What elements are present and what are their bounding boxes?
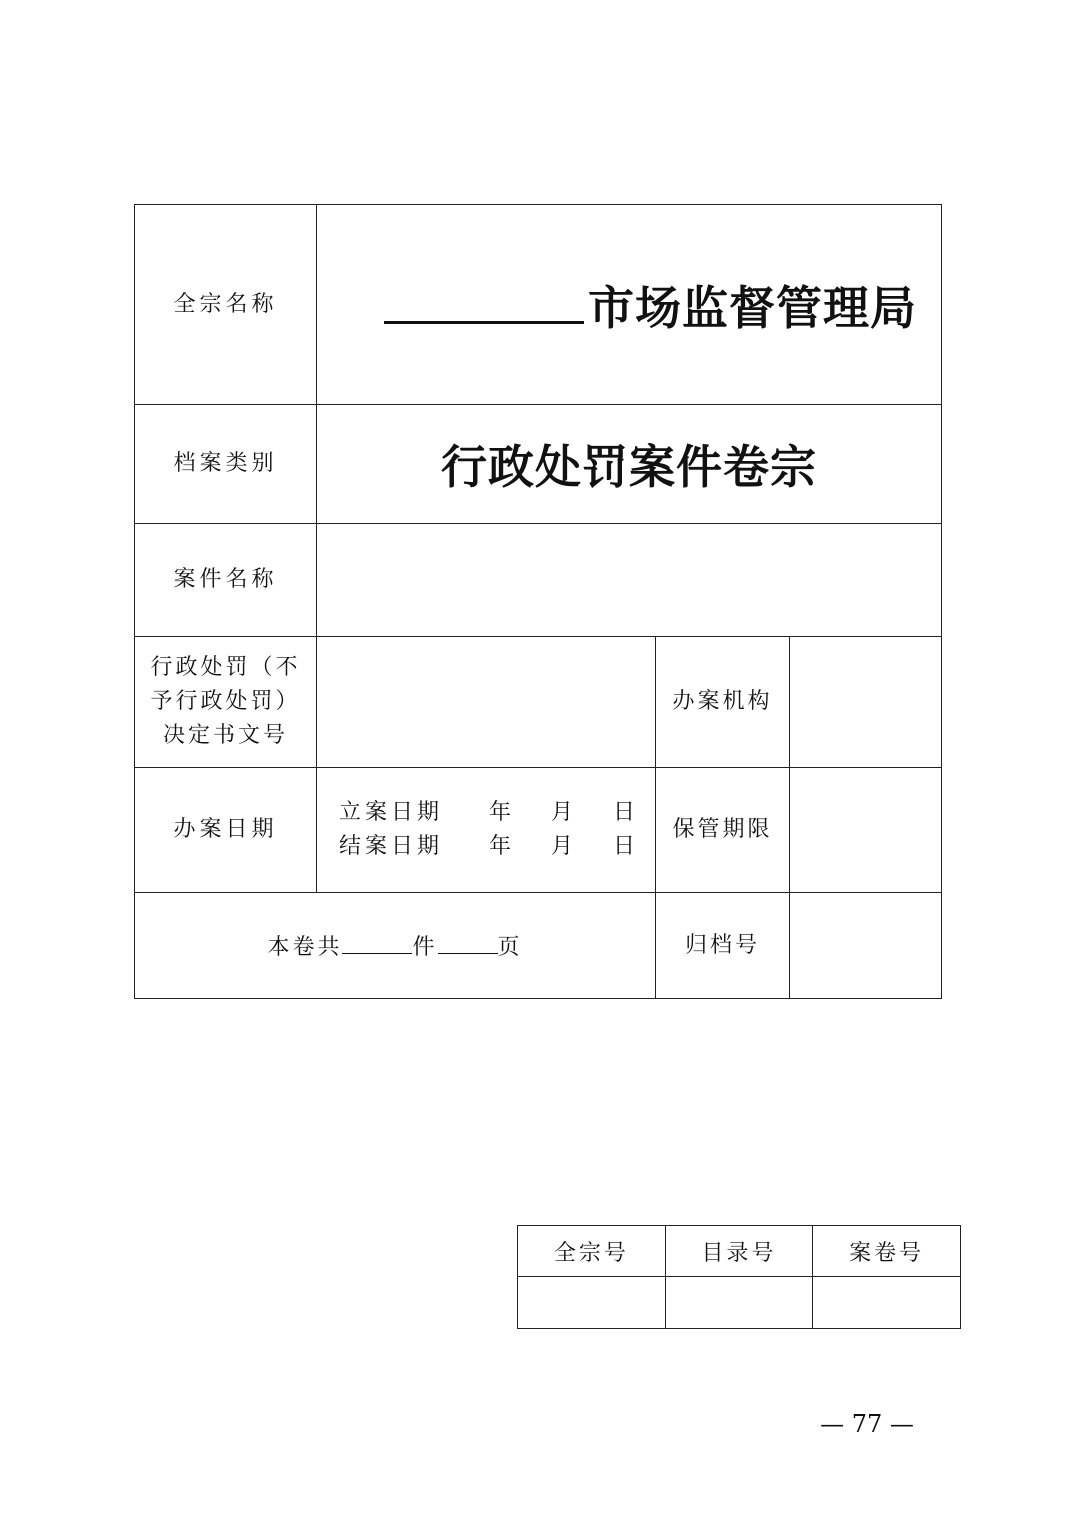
filing-date-label: 立案日期 <box>339 800 444 825</box>
agency-label: 办案机构 <box>656 637 790 768</box>
closing-month-unit: 月 <box>551 834 578 859</box>
category-value: 行政处罚案件卷宗 <box>441 440 817 494</box>
retention-label: 保管期限 <box>656 768 790 893</box>
volume-number-value <box>813 1277 961 1329</box>
fonds-name-label: 全宗名称 <box>135 205 317 405</box>
pages-unit: 页 <box>497 935 523 960</box>
cover-form-table <box>134 204 942 999</box>
retention-value-cell <box>790 768 942 893</box>
filing-month-unit: 月 <box>551 800 578 825</box>
handling-date-label: 办案日期 <box>135 768 317 893</box>
decision-label-line-3: 决定书文号 <box>162 723 288 748</box>
volume-count-prefix: 本卷共 <box>267 935 343 960</box>
fonds-number-header: 全宗号 <box>518 1226 666 1277</box>
date-block <box>339 796 640 864</box>
category-row <box>135 405 942 524</box>
decision-label-line-2: 予行政处罚） <box>150 689 301 714</box>
archive-number-label: 归档号 <box>656 893 790 999</box>
case-name-label: 案件名称 <box>135 524 317 637</box>
case-name-value-cell <box>317 524 942 637</box>
case-name-row <box>135 524 942 637</box>
category-value-cell <box>317 405 942 524</box>
filing-date-row <box>339 796 640 830</box>
volume-count-row <box>135 893 942 999</box>
decision-row <box>135 637 942 768</box>
handling-date-value-cell <box>317 768 656 893</box>
volume-count-cell <box>135 893 656 999</box>
spine-header-row <box>518 1226 961 1277</box>
pages-blank <box>438 933 498 954</box>
closing-year-unit: 年 <box>489 834 516 859</box>
catalog-number-value <box>665 1277 813 1329</box>
closing-date-row <box>339 830 640 864</box>
fonds-name-row <box>135 205 942 405</box>
archive-number-value-cell <box>790 893 942 999</box>
decision-number-label <box>135 637 317 768</box>
decision-label-line-1: 行政处罚（不 <box>150 655 301 680</box>
volume-number-header: 案卷号 <box>813 1226 961 1277</box>
page-number: — 77 — <box>820 1410 914 1438</box>
spine-value-row <box>518 1277 961 1329</box>
handling-date-row <box>135 768 942 893</box>
category-label: 档案类别 <box>135 405 317 524</box>
org-name-blank <box>384 285 584 324</box>
closing-day-unit: 日 <box>613 834 640 859</box>
fonds-name-value-cell <box>317 205 942 405</box>
pieces-blank <box>342 933 412 954</box>
filing-day-unit: 日 <box>613 800 640 825</box>
catalog-number-header: 目录号 <box>665 1226 813 1277</box>
pieces-unit: 件 <box>412 935 438 960</box>
filing-year-unit: 年 <box>489 800 516 825</box>
spine-number-table <box>517 1225 961 1329</box>
decision-number-value-cell <box>317 637 656 768</box>
closing-date-label: 结案日期 <box>339 834 444 859</box>
fonds-number-value <box>518 1277 666 1329</box>
fonds-name-value: 市场监督管理局 <box>588 280 917 335</box>
agency-value-cell <box>790 637 942 768</box>
